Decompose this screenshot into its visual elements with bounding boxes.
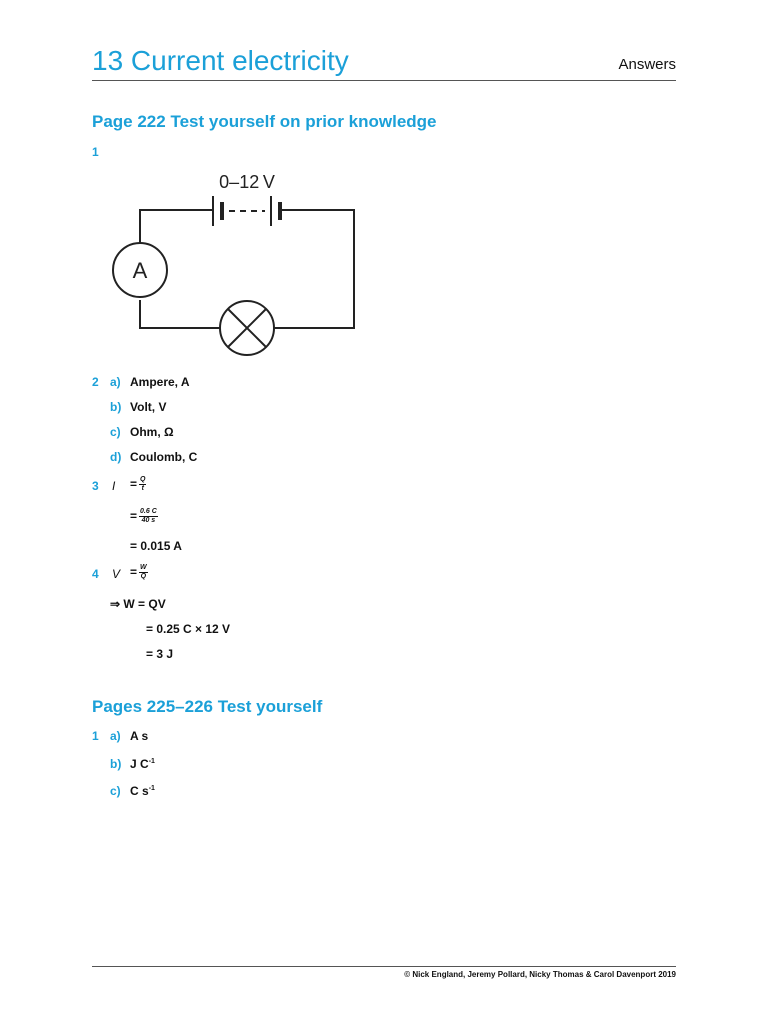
equation-line-3-1: [130, 476, 146, 493]
equation-result-3: = 0.015 A: [130, 539, 182, 553]
variable-V: V: [112, 567, 121, 581]
answer-1a: A s: [130, 729, 149, 743]
fraction-Q-over-t: $\frac{Q}{t}$: [140, 476, 146, 493]
question-number-4: 4: [92, 567, 99, 581]
answer-2a: Ampere, A: [130, 375, 190, 389]
part-label-1c: c): [110, 784, 121, 798]
answers-label: Answers: [618, 56, 676, 73]
question-number-1: 1: [92, 145, 99, 159]
equation-line-3-2: = $\frac{0.6 C}{40 s}$: [130, 508, 157, 525]
copyright-footer: © Nick England, Jeremy Pollard, Nicky Thomas & Carol Davenport 2019: [404, 970, 676, 979]
answer-1c: C $s^{-1}$: [130, 784, 155, 798]
section2-question-number-1: 1: [92, 729, 99, 743]
wire-right: [273, 210, 354, 328]
part-label-2c: c): [110, 425, 121, 439]
variable-I: I: [112, 479, 116, 493]
part-label-2b: b): [110, 400, 122, 414]
equation-line-4-4: = 3 J: [146, 647, 174, 661]
section-heading-test-yourself: Pages 225–226 Test yourself: [92, 697, 323, 716]
superscript-1c: -1: [148, 785, 155, 792]
voltage-label: 0–12 V: [219, 172, 275, 192]
footer-rule: [92, 966, 676, 967]
equation-line-4-1: = $\frac{W}{Q}$: [130, 564, 147, 581]
answer-1b: J $C^{-1}$: [130, 757, 155, 771]
equation-line-4-2: ⇒ W = QV: [110, 597, 166, 611]
answer-2b: Volt, V: [130, 400, 167, 414]
part-label-2a: a): [110, 375, 121, 389]
superscript-1b: -1: [148, 758, 155, 765]
equals-sign: =: [130, 477, 138, 491]
question-number-3: 3: [92, 479, 99, 493]
answer-2d: Coulomb, C: [130, 450, 198, 464]
chapter-title: 13 Current electricity: [92, 45, 349, 76]
lamp-symbol: [220, 301, 274, 355]
fraction-W-over-Q: $\frac{W}{Q}$: [140, 564, 147, 581]
section-heading-prior-knowledge: Page 222 Test yourself on prior knowledge: [92, 112, 437, 131]
header-rule: [92, 80, 676, 81]
part-label-1b: b): [110, 757, 122, 771]
wire-bottom-left: [140, 300, 221, 328]
circuit-diagram: [108, 166, 368, 360]
part-label-1a: a): [110, 729, 121, 743]
part-label-2d: d): [110, 450, 122, 464]
battery-symbol: [213, 196, 280, 226]
equation-line-4-3: = 0.25 C × 12 V: [146, 622, 231, 636]
answer-2c: Ohm, Ω: [130, 425, 174, 439]
ammeter-label: A: [132, 258, 148, 283]
question-number-2: 2: [92, 375, 99, 389]
fraction-charge-over-time: $\frac{0.6 C}{40 s}$: [140, 508, 157, 525]
